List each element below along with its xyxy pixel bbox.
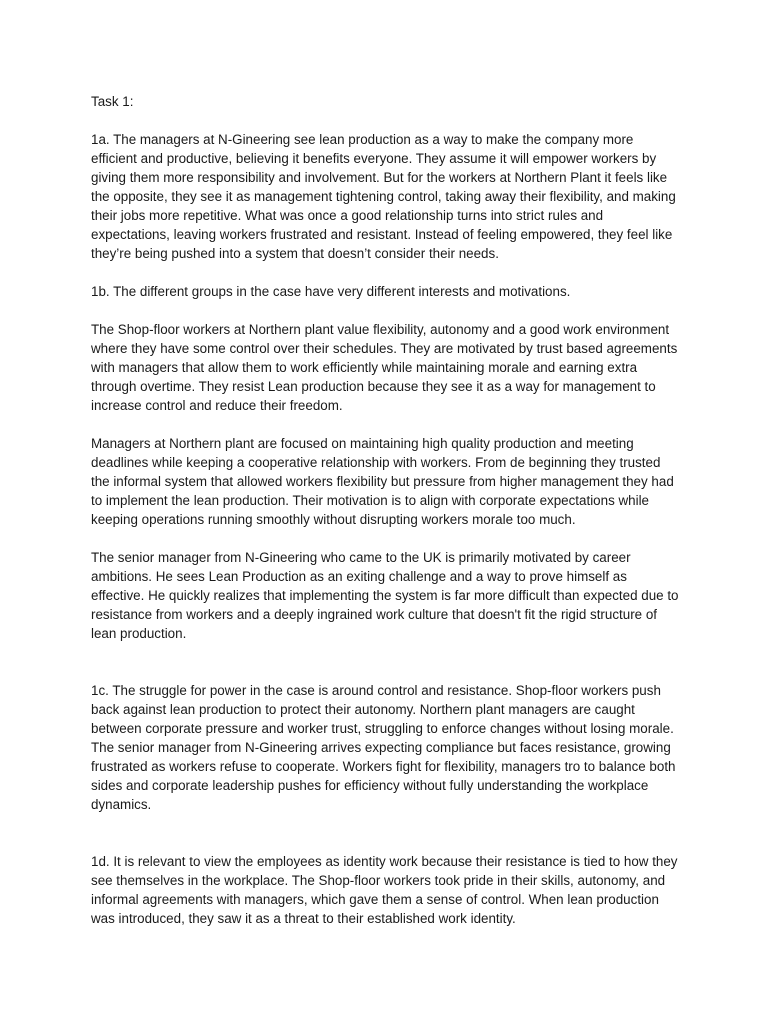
paragraph-managers: Managers at Northern plant are focused on maintaining high quality production and meeting deadlines while keeping a cooperative relationship with workers. From de beginning they trusted the informal system that allowed workers flexibility but pressure from higher management they had to implement the lean production. Their motivation is to align with corporate expectations while keeping operations running smoothly without disrupting workers morale too much.: [91, 436, 674, 527]
document-body: [91, 92, 681, 928]
paragraph-senior-manager: The senior manager from N-Gineering who came to the UK is primarily motivated by career ambitions. He sees Lean Production as an exiting challenge and a way to prove himself as effective. He quickly realizes that implementing the system is far more difficult than expected due to resistance from workers and a deeply ingrained work culture that doesn't fit the rigid structure of lean production.: [91, 550, 679, 641]
paragraph-1d: 1d. It is relevant to view the employees as identity work because their resistance is tied to how they see themselves in the workplace. The Shop-floor workers took pride in their skills, autonomy, and informal agreements with managers, which gave them a sense of control. When lean production was introduced, they saw it as a threat to their established work identity.: [91, 854, 678, 926]
task-heading: Task 1:: [91, 94, 134, 109]
paragraph-1c: 1c. The struggle for power in the case is around control and resistance. Shop-floor workers push back against lean production to protect their autonomy. Northern plant managers are caught between corporate pressure and worker trust, struggling to enforce changes without losing morale. The senior manager from N-Gineering arrives expecting compliance but faces resistance, growing frustrated as workers refuse to cooperate. Workers fight for flexibility, managers tro to balance both sides and corporate leadership pushes for efficiency without fully understanding the workplace dynamics.: [91, 683, 676, 812]
paragraph-1a: 1a. The managers at N-Gineering see lean production as a way to make the company more efficient and productive, believing it benefits everyone. They assume it will empower workers by giving them more responsibility and involvement. But for the workers at Northern Plant it feels like the opposite, they see it as management tightening control, taking away their flexibility, and making their jobs more repetitive. What was once a good relationship turns into strict rules and expectations, leaving workers frustrated and resistant. Instead of feeling empowered, they feel like they’re being pushed into a system that doesn’t consider their needs.: [91, 132, 676, 261]
paragraph-shop-floor-workers: The Shop-floor workers at Northern plant value flexibility, autonomy and a good work environment where they have some control over their schedules. They are motivated by trust based agreements with managers that allow them to work efficiently while maintaining morale and earning extra through overtime. They resist Lean production because they see it as a way for management to increase control and reduce their freedom.: [91, 322, 678, 413]
paragraph-1b: 1b. The different groups in the case have very different interests and motivations.: [91, 284, 571, 299]
